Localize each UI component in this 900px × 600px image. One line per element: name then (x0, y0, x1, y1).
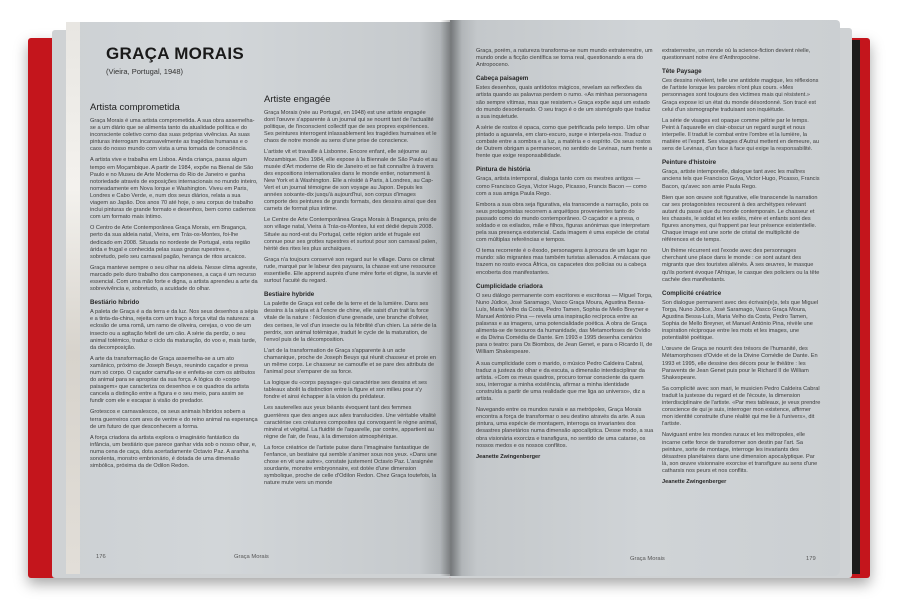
section-subheading: Peinture d'histoire (662, 159, 717, 167)
body-paragraph: La palette de Graça est celle de la terre et de la lumière. Dans ses dessins à la sépia et à l'encre de chine, elle saisit d'un trait la force vitale de la nature : l'éclosion d'une grenade, une branche d'olivier, des cerises, le vol d'un insecte ou la fébrilité d'un chien. La série de la perdrix, son animal totémique, traduit le cycle de la maturation, de l'envol puis de la décomposition. (264, 301, 437, 343)
body-paragraph: Embora a sua obra seja figurativa, ela transcende a narração, pois os seus protagonistas recorrem a arquétipos provenientes tanto do passado como do mundo contemporâneo. O caçador e a presa, o soldado e os exilados, mãe e filhos, figuras anónimas que interpretam pela sua presença existencial. Cada imagem é uma espécie de cristal com múltiplas referências e tempos. (476, 201, 650, 244)
body-paragraph: Graça Morais é uma artista comprometida. A sua obra assemelha-se a um diário que se alimenta tanto da atualidade política e do inconsciente coletivo como das suas próprias vivências. As suas pinturas interrogam incansavelmente as tragédias humanas e o caos do nosso mundo com vista a uma tomada de consciência. (90, 118, 255, 153)
body-paragraph: Sa complicité avec son mari, le musicien Pedro Caldeira Cabral traduit la justesse du regard et de l'écoute, la dimension interdisciplinaire de l'artiste. «Par mes tableaux, je veux prendre conscience de qui je suis, interroger mon existence, affirmer mon identité construite d'une réalité qui me lie à l'univers», dit l'artiste. (662, 385, 821, 428)
section-subheading: Tête Paysage (662, 68, 702, 76)
body-paragraph: La série de visages est opaque comme pétrie par le temps. Peint à l'aquarelle en clair-obscur un regard surgit et nous interpelle. Il traduit le combat entre l'ombre et la lumière, la matière et l'esprit. Ses visages d'Autrui mettent en demeure, au sens de Levinas, d'un face à face qui exige la responsabilité. (662, 117, 819, 153)
body-paragraph: Graça, artiste intemporelle, dialogue tant avec les maîtres anciens tels que Francisco Goya, Victor Hugo, Picasso, Francis Bacon, qu'avec son amie Paula Rego. (662, 169, 820, 190)
body-paragraph: L'art de la transformation de Graça s'apparente à un acte chamanique, proche de Joseph Beuys qui réunit chasseur et proie en un même corps. Le chasseur se camoufle et se pare des attributs de l'animal pour s'emparer de sa force. (264, 347, 436, 376)
page-number-right: 179 (806, 556, 816, 562)
body-paragraph: Navegando entre os mundos rurais e as metrópoles, Graça Morais encontra a força de transformar o seu destino através da arte. A sua pintura, uma espécie de montagem, interroga os invariantes dos desastres planetários numa dimensão apocalíptica. Desse modo, a sua obra visionária exorciza e transfigura, no sentido de uma catarse, os nossos medos e os nossos conflitos. (476, 407, 654, 449)
right-column-portuguese (476, 48, 654, 556)
author-signature: Jeanette Zwingenberger (476, 453, 541, 460)
running-footer-left: Graça Morais (234, 554, 269, 560)
body-paragraph: Les sauterelles aux yeux béants évoquent tant des femmes guerrières que des anges aux ailes translucides. Une véritable vitalité caractérise ces créatures composites qui convoquent le règne animal, minéral et végétal. La fluidité de l'aquarelle, par contre, appartient au règne de l'air, de l'eau, à la dimension atmosphérique. (264, 405, 438, 440)
body-paragraph: O seu diálogo permanente com escritores e escritoras — Miguel Torga, Nuno Júdice, José Saramago, Vasco Graça Moura, Agustina Bessa-Luís, Maria Velho da Costa, Pedro Tamen, Sophia de Mello Breyner e Manuel António Pina — revela uma inspiração recíproca entre as palavras e as imagens, uma potencialidade poética. A obra de Graça alimenta-se de tesouros da humanidade, das Metamorfoses de Ovídio e da Divina Comédia de Dante. Em 1993 e 1995 desenha cenários para o teatro: para Os Biombos, de Jean Genet, e para o Ricardo II, de William Shakespeare. (476, 292, 653, 356)
body-paragraph: extraterrestre, un monde où la science-fiction devient réelle, questionnant notre ère d'Anthropocène. (662, 48, 811, 62)
section-heading: Artiste engagée (264, 94, 331, 105)
section-subheading: Bestiaire hybride (264, 291, 315, 299)
body-paragraph: Grotescos e carnavalescos, os seus animais híbridos sobem a terra guerreiros com ares de ventre e do reino animal na esperança de um futuro de que desconhecem a forma. (90, 409, 258, 430)
body-paragraph: Graça, artista intemporal, dialoga tanto com os mestres antigos — como Francisco Goya, Victor Hugo, Picasso, Francis Bacon — como com a sua amiga Paula Rego. (476, 176, 647, 197)
body-paragraph: Naviguant entre les mondes ruraux et les métropoles, elle incarne cette force de transformer son destin par l'art. Sa peinture, sorte de montage, interroge les invariants des désastres planétaires dans une dimension apocalyptique. Par là, son œuvre visionnaire exorcise et transfigure au sens d'une catharsis nos peurs et nos conflits. (662, 432, 818, 474)
body-paragraph: Graça, porém, a natureza transforma-se num mundo extraterrestre, um mundo onde a ficção científica se torna real, questionando a era do Antropoceno. (476, 48, 653, 69)
section-subheading: Complicité créatrice (662, 289, 722, 297)
body-paragraph: O tema recorrente é o êxodo, personagens à procura de um lugar no mundo: são migrantes mas também turistas alienados. A máscara que trazem no rosto evoca África, os capacetes dos polícias ou a cabeça encoberta dos manifestantes. (476, 248, 651, 276)
body-paragraph: A série de rostos é opaca, como que petrificada pelo tempo. Um olhar pintado a aguarela, em claro-escuro, surge e interpela-nos. Traduz o combate entre a sombra e a luz, a matéria e o espírito. Os seus rostos de Outrem obrigam a permanecer, no sentido de Levinas, num frente a frente que exige responsabilidade. (476, 124, 652, 160)
left-column-french (264, 94, 438, 564)
section-subheading: Pintura de história (476, 166, 531, 174)
body-paragraph: A arte da transformação de Graça assemelha-se a um ato xamânico, próximo de Joseph Beuys, reunindo caçador e presa num só corpo. O caçador camufla-se e enfeita-se com os atributos do animal para se apropriar da sua força. A lógica do «corpo paisagem» que caracteriza os desenhos e os quadros da artista cancela a distinção entre a figura e o seu meio, para assim se fundir com ele e escapar à visão do predador. (90, 355, 256, 405)
body-paragraph: Graça manteve sempre o seu olhar na aldeia. Nesse clima agreste, marcado pelo duro trabalho dos camponeses, a caça é um recurso essencial. Com uma mão forte e digna, a artista aprendeu a arte da sobrevivência e, sobretudo, a acuidade do olhar. (90, 264, 258, 293)
page-title: GRAÇA MORAIS (106, 44, 245, 63)
running-footer-right: Graça Morais (630, 556, 665, 562)
body-paragraph: A paleta de Graça é a da terra e da luz. Nos seus desenhos a sépia e a tinta-da-china, rejeita com um traço a força vital da natureza: a eclosão de uma romã, um ramo de oliveira, cerejas, o voo de um insecto ou a agitação febril de um cão. A série da perdiz, o seu animal totémico, traduz o ciclo da maturação, do voo e, mais tarde, da decomposição. (90, 309, 258, 351)
body-paragraph: Un thème récurrent est l'exode avec des personnages cherchant une place dans le monde : ce sont autant des migrants que des touristes aliénés. À ses œuvres, le masque qu'ils portent évoque l'Afrique, le casque des policiers ou la tête cachée des manifestants. (662, 248, 820, 283)
page-subtitle: (Vieira, Portugal, 1948) (106, 67, 183, 76)
section-subheading: Cumplicidade criadora (476, 282, 543, 290)
body-paragraph: Ces dessins révèlent, telle une antidote magique, les réflexions de l'artiste lorsque les paroles n'ont plus cours. «Mes personnages sont toujours des victimes mais qui résistent.» Graça expose ici un état du monde désordonné. Son tracé est celui d'un sismographe traduisant son inquiétude. (662, 78, 819, 113)
section-subheading: Bestiário híbrido (90, 299, 140, 307)
body-paragraph: Estes desenhos, quais antídotos mágicos, revelam as reflexões da artista quando as palavras perdem o rumo. «As minhas personagens são sempre vítimas, mas que resistem.» Graça expõe aqui um estado do mundo desordenado. O seu traço é o de um sismógrafo que traduz a sua inquietude. (476, 85, 651, 120)
left-column-portuguese (90, 102, 258, 544)
section-heading: Artista comprometida (90, 102, 180, 113)
body-paragraph: L'œuvre de Graça se nourrit des trésors de l'humanité, des Métamorphoses d'Ovide et de la Divine Comédie de Dante. En 1993 et 1995, elle dessine des décors pour le théâtre : les Paravents de Jean Genet puis pour le Richard II de William Shakespeare. (662, 346, 818, 381)
body-paragraph: Le Centre de Arte Contemporânea Graça Morais à Bragança, près de son village natal, Vieira à Trás-os-Montes, lui est dédié depuis 2008. Située au nord-est du Portugal, cette région aride et frugale est connue pour ses grottes rupestres et surtout pour son carnaval païen, hérité des rites les plus archaïques. (264, 217, 437, 252)
body-paragraph: A artista vive e trabalha em Lisboa. Ainda criança, passa algum tempo em Moçambique. A partir de 1984, expõe na Bienal de São Paulo e no Museu de Arte Moderna do Rio de Janeiro e ganha notoriedade através de exposições internacionais no mundo inteiro, nomeadamente em Nova Iorque e Washington. Viveu em Paris, Londres e Cabo Verde, e, num dos seus diários, relata a sua viagem ao Japão. Dos anos 70 até hoje, o seu corpus de trabalho inclui pinturas de grande formato e desenhos, bem como cadernos com um formato mais íntimo. (90, 157, 258, 221)
body-paragraph: Graça n'a toujours conservé son regard sur le village. Dans ce climat rude, marqué par le labeur des paysans, la chasse est une ressource essentielle. Elle apprend auprès d'une mère forte et digne, la survie et surtout l'acuité du regard. (264, 256, 438, 285)
body-paragraph: La force créatrice de l'artiste puise dans l'imaginaire fantastique de l'enfance, un bestiaire qui semble s'animer sous nos yeux. «Dans une chose en vit une autre», constate justement Octavio Paz. L'araignée sourdante, monstre embryonnaire, est dotée d'une dimension symbolique, proche de celle d'Odilon Redon. Chez Graça toutefois, la nature mute vers un monde (264, 444, 437, 487)
right-column-french (662, 48, 822, 548)
author-signature: Jeanette Zwingenberger (662, 478, 727, 485)
section-subheading: Cabeça paisagem (476, 75, 529, 83)
page-number-left: 176 (96, 554, 106, 560)
body-paragraph: La logique du «corps paysage» qui caractérise ses dessins et ses tableaux abolit la distinction entre la figure et son milieu pour s'y fondre et ainsi échapper à la vision du prédateur. (264, 380, 427, 401)
right-page (450, 20, 840, 576)
body-paragraph: O Centro de Arte Contemporânea Graça Morais, em Bragança, perto da sua aldeia natal, Vieira, em Trás-os-Montes, foi-lhe dedicado em 2008. Situada no nordeste de Portugal, esta região árida e frugal e conhecida pelas suas grutas rupestres e, sobretudo, pelo seu carnaval pagão, herança de ritos arcaicos. (90, 225, 251, 260)
book-gutter (440, 20, 462, 576)
page-edge-photo (66, 22, 80, 574)
body-paragraph: Bien que son œuvre soit figurative, elle transcende la narration car ses protagonistes recourent à des archétypes relevant autant du passé que du monde contemporain. Le chasseur et les chassés, le soldat et les exilés, mère et enfants sont des figures anonymes, qui frappent par leur présence existentielle. Chaque image est une sorte de cristal de multiplicité de références et de temps. (662, 194, 818, 244)
body-paragraph: Son dialogue permanent avec des écrivain(e)s, tels que Miguel Torga, Nuno Júdice, José Saramago, Vasco Graça Moura, Agustina Bessa-Luís, Maria Velho da Costa, Pedro Tamen, Sophia de Mello Breyner, et Manuel António Pina, révèle une inspiration réciproque entre les mots et les images, une potentialité poétique. (662, 299, 819, 342)
body-paragraph: A força criadora da artista explora o imaginário fantástico da infância, um bestiário que parece ganhar vida sob o nosso olhar, e, numa cena de caça, dota acertadamente Octavio Paz. A aranha sonolenta, monstro embrionário, é dotada de uma dimensão simbólica, próxima da de Odilon Redon. (90, 434, 257, 470)
body-paragraph: Graça Morais (née au Portugal, en 1948) est une artiste engagée dont l'œuvre s'apparente à un journal qui se nourrit tant de l'actualité politique, de l'inconscient collectif que de ses propres expériences. Ses peintures interrogent inlassablement les tragédies humaines et le chaos de notre monde au sens d'une prise de conscience. (264, 110, 437, 145)
body-paragraph: L'artiste vit et travaille à Lisbonne. Encore enfant, elle séjourne au Mozambique. Dès 1984, elle expose à la Biennale de São Paulo et au musée d'Art moderne de Rio de Janeiro et se fait connaître à travers des expositions internationales dans le monde entier, notamment à New York et à Washington. Elle a résidé à Paris, à Londres, au Cap-Vert et un journal témoigne de son voyage au Japon. Depuis les années soixante-dix jusqu'à aujourd'hui, son corpus d'images comporte des peintures de grands formats, des dessins ainsi que des carnets de format plus intime. (264, 149, 438, 213)
body-paragraph: A sua cumplicidade com o marido, o músico Pedro Caldeira Cabral, traduz a justeza do olhar e da escuta, a dimensão interdisciplinar da artista. «Com os meus quadros, procuro tornar consciente da quem sou, interrogar a minha existência, afirmar a minha identidade construída a partir de uma realidade que me liga ao universo», diz a artista. (476, 360, 645, 403)
left-page (66, 22, 450, 574)
